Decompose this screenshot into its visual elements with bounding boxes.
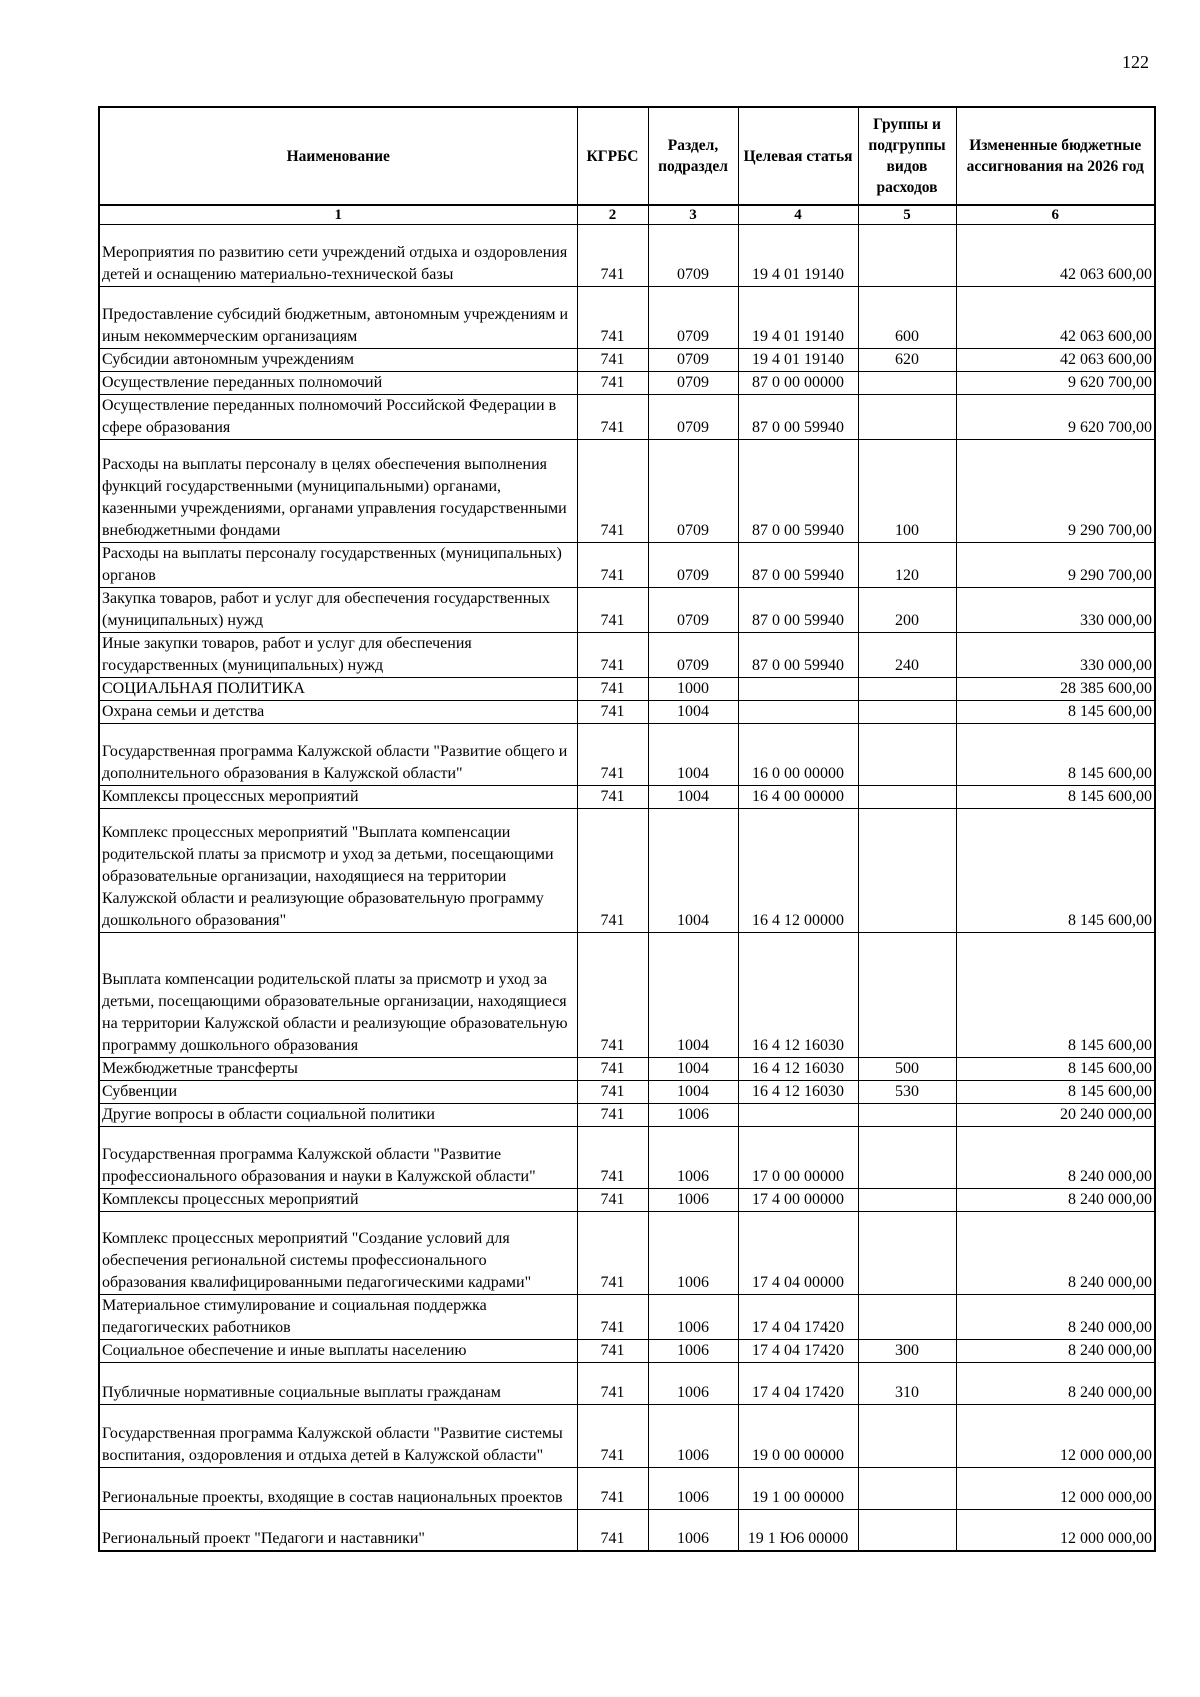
- row-group: [858, 1212, 956, 1295]
- table-row: [99, 1468, 1155, 1510]
- row-target: 19 4 01 19140: [738, 349, 858, 372]
- table-row: [99, 440, 1155, 543]
- row-kgrbs: 741: [577, 1081, 648, 1104]
- row-group: 530: [858, 1081, 956, 1104]
- row-name: Региональные проекты, входящие в состав национальных проектов: [99, 1468, 577, 1510]
- row-target: [738, 1104, 858, 1127]
- row-group: [858, 372, 956, 395]
- row-section: 1006: [648, 1405, 738, 1468]
- row-amount: 12 000 000,00: [956, 1468, 1155, 1510]
- table-row: [99, 1340, 1155, 1363]
- row-section: 1006: [648, 1189, 738, 1212]
- row-target: 17 4 04 17420: [738, 1295, 858, 1340]
- row-name: Другие вопросы в области социальной политики: [99, 1104, 577, 1127]
- row-target: 19 1 Ю6 00000: [738, 1510, 858, 1551]
- row-section: 1004: [648, 1081, 738, 1104]
- row-group: [858, 225, 956, 287]
- table-row: [99, 633, 1155, 678]
- row-kgrbs: 741: [577, 1189, 648, 1212]
- table-row: [99, 395, 1155, 440]
- row-kgrbs: 741: [577, 372, 648, 395]
- row-name: Иные закупки товаров, работ и услуг для обеспечения государственных (муниципальных) нужд: [99, 633, 577, 678]
- row-section: 1006: [648, 1468, 738, 1510]
- row-kgrbs: 741: [577, 1212, 648, 1295]
- row-group: 600: [858, 287, 956, 349]
- row-name: Комплекс процессных мероприятий "Создание условий для обеспечения региональной системы профессионального образования квалифицированными педагогическими кадрами": [99, 1212, 577, 1295]
- row-target: 17 4 04 17420: [738, 1340, 858, 1363]
- row-amount: 9 290 700,00: [956, 543, 1155, 588]
- page-number: 122: [1122, 52, 1149, 72]
- column-number-row: [99, 205, 1155, 225]
- row-amount: 42 063 600,00: [956, 225, 1155, 287]
- table-row: [99, 1212, 1155, 1295]
- table-row: [99, 1189, 1155, 1212]
- row-group: [858, 678, 956, 701]
- row-target: 87 0 00 59940: [738, 440, 858, 543]
- row-amount: 12 000 000,00: [956, 1510, 1155, 1551]
- row-kgrbs: 741: [577, 440, 648, 543]
- row-target: 16 0 00 00000: [738, 724, 858, 786]
- row-kgrbs: 741: [577, 1058, 648, 1081]
- row-section: 1006: [648, 1295, 738, 1340]
- table-row: [99, 1510, 1155, 1551]
- row-target: 16 4 12 16030: [738, 1081, 858, 1104]
- row-group: [858, 724, 956, 786]
- row-name: СОЦИАЛЬНАЯ ПОЛИТИКА: [99, 678, 577, 701]
- row-kgrbs: 741: [577, 633, 648, 678]
- row-section: 0709: [648, 440, 738, 543]
- row-name: Межбюджетные трансферты: [99, 1058, 577, 1081]
- column-number: 6: [956, 205, 1155, 225]
- row-section: 0709: [648, 543, 738, 588]
- row-target: 19 0 00 00000: [738, 1405, 858, 1468]
- row-group: 200: [858, 588, 956, 633]
- row-kgrbs: 741: [577, 349, 648, 372]
- row-name: Расходы на выплаты персоналу в целях обеспечения выполнения функций государственными (муниципальными) органами, казенными учреждениями, органами управления государственными внебюджетными фондами: [99, 440, 577, 543]
- row-amount: 8 145 600,00: [956, 1058, 1155, 1081]
- row-group: 120: [858, 543, 956, 588]
- row-kgrbs: 741: [577, 287, 648, 349]
- column-number: 3: [648, 205, 738, 225]
- column-number: 4: [738, 205, 858, 225]
- table-row: [99, 1405, 1155, 1468]
- row-name: Материальное стимулирование и социальная поддержка педагогических работников: [99, 1295, 577, 1340]
- row-name: Государственная программа Калужской области "Развитие профессионального образования и науки в Калужской области": [99, 1127, 577, 1189]
- row-group: 300: [858, 1340, 956, 1363]
- table-row: [99, 543, 1155, 588]
- header-row: [99, 107, 1155, 205]
- row-section: 1004: [648, 1058, 738, 1081]
- table-row: [99, 1295, 1155, 1340]
- row-target: 19 4 01 19140: [738, 287, 858, 349]
- row-name: Комплекс процессных мероприятий "Выплата компенсации родительской платы за присмотр и уход за детьми, посещающими образовательные организации, находящиеся на территории Калужской области и реализующие образовательную программу дошкольного образования": [99, 809, 577, 933]
- row-group: [858, 1295, 956, 1340]
- row-amount: 8 240 000,00: [956, 1295, 1155, 1340]
- row-group: [858, 786, 956, 809]
- row-kgrbs: 741: [577, 724, 648, 786]
- row-group: [858, 1510, 956, 1551]
- row-name: Предоставление субсидий бюджетным, автономным учреждениям и иным некоммерческим организациям: [99, 287, 577, 349]
- row-group: [858, 701, 956, 724]
- row-group: [858, 395, 956, 440]
- row-name: Закупка товаров, работ и услуг для обеспечения государственных (муниципальных) нужд: [99, 588, 577, 633]
- row-target: 16 4 12 16030: [738, 1058, 858, 1081]
- header-amount: Измененные бюджетные ассигнования на 2026 год: [956, 107, 1155, 205]
- row-amount: 8 240 000,00: [956, 1340, 1155, 1363]
- row-amount: 330 000,00: [956, 633, 1155, 678]
- row-kgrbs: 741: [577, 225, 648, 287]
- header-name: Наименование: [99, 107, 577, 205]
- row-amount: 8 240 000,00: [956, 1189, 1155, 1212]
- table-row: [99, 786, 1155, 809]
- row-target: 87 0 00 59940: [738, 395, 858, 440]
- row-amount: 8 240 000,00: [956, 1212, 1155, 1295]
- row-amount: 8 145 600,00: [956, 786, 1155, 809]
- table-row: [99, 349, 1155, 372]
- row-name: Комплексы процессных мероприятий: [99, 786, 577, 809]
- row-name: Государственная программа Калужской области "Развитие системы воспитания, оздоровления и отдыха детей в Калужской области": [99, 1405, 577, 1468]
- table-row: [99, 678, 1155, 701]
- row-amount: 9 620 700,00: [956, 372, 1155, 395]
- row-kgrbs: 741: [577, 1104, 648, 1127]
- row-name: Региональный проект "Педагоги и наставники": [99, 1510, 577, 1551]
- row-name: Социальное обеспечение и иные выплаты населению: [99, 1340, 577, 1363]
- row-amount: 42 063 600,00: [956, 349, 1155, 372]
- row-section: 1004: [648, 933, 738, 1058]
- row-name: Публичные нормативные социальные выплаты гражданам: [99, 1363, 577, 1405]
- row-name: Комплексы процессных мероприятий: [99, 1189, 577, 1212]
- table-row: [99, 1104, 1155, 1127]
- row-section: 0709: [648, 287, 738, 349]
- row-group: [858, 1189, 956, 1212]
- row-target: 19 1 00 00000: [738, 1468, 858, 1510]
- row-name: Расходы на выплаты персоналу государственных (муниципальных) органов: [99, 543, 577, 588]
- row-group: [858, 1127, 956, 1189]
- row-target: 19 4 01 19140: [738, 225, 858, 287]
- row-group: [858, 933, 956, 1058]
- row-amount: 42 063 600,00: [956, 287, 1155, 349]
- row-name: Государственная программа Калужской области "Развитие общего и дополнительного образования в Калужской области": [99, 724, 577, 786]
- row-amount: 330 000,00: [956, 588, 1155, 633]
- row-name: Осуществление переданных полномочий Российской Федерации в сфере образования: [99, 395, 577, 440]
- row-section: 0709: [648, 395, 738, 440]
- row-section: 0709: [648, 633, 738, 678]
- header-section: Раздел, подраздел: [648, 107, 738, 205]
- row-section: 1006: [648, 1363, 738, 1405]
- row-section: 1004: [648, 701, 738, 724]
- row-group: [858, 1104, 956, 1127]
- row-name: Охрана семьи и детства: [99, 701, 577, 724]
- table-row: [99, 225, 1155, 287]
- row-amount: 20 240 000,00: [956, 1104, 1155, 1127]
- row-amount: 8 145 600,00: [956, 809, 1155, 933]
- row-kgrbs: 741: [577, 933, 648, 1058]
- row-group: 240: [858, 633, 956, 678]
- row-section: 1006: [648, 1127, 738, 1189]
- row-kgrbs: 741: [577, 678, 648, 701]
- row-target: 17 4 00 00000: [738, 1189, 858, 1212]
- row-target: [738, 701, 858, 724]
- row-amount: 9 620 700,00: [956, 395, 1155, 440]
- row-name: Мероприятия по развитию сети учреждений отдыха и оздоровления детей и оснащению материально-технической базы: [99, 225, 577, 287]
- row-section: 1006: [648, 1340, 738, 1363]
- table-row: [99, 933, 1155, 1058]
- row-amount: 9 290 700,00: [956, 440, 1155, 543]
- row-section: 0709: [648, 372, 738, 395]
- row-target: 17 4 04 00000: [738, 1212, 858, 1295]
- row-kgrbs: 741: [577, 588, 648, 633]
- row-section: 1004: [648, 786, 738, 809]
- row-section: 1004: [648, 724, 738, 786]
- row-kgrbs: 741: [577, 543, 648, 588]
- table-row: [99, 588, 1155, 633]
- table-row: [99, 809, 1155, 933]
- row-kgrbs: 741: [577, 786, 648, 809]
- table-row: [99, 701, 1155, 724]
- row-target: 17 0 00 00000: [738, 1127, 858, 1189]
- row-kgrbs: 741: [577, 1510, 648, 1551]
- row-amount: 8 145 600,00: [956, 933, 1155, 1058]
- row-target: 87 0 00 59940: [738, 588, 858, 633]
- row-amount: 28 385 600,00: [956, 678, 1155, 701]
- table-row: [99, 1058, 1155, 1081]
- row-amount: 8 145 600,00: [956, 1081, 1155, 1104]
- row-amount: 8 240 000,00: [956, 1127, 1155, 1189]
- row-amount: 8 240 000,00: [956, 1363, 1155, 1405]
- column-number: 1: [99, 205, 577, 225]
- row-group: 100: [858, 440, 956, 543]
- row-section: 1004: [648, 809, 738, 933]
- row-group: [858, 809, 956, 933]
- row-kgrbs: 741: [577, 1468, 648, 1510]
- row-name: Субсидии автономным учреждениям: [99, 349, 577, 372]
- budget-table: [98, 106, 1156, 1552]
- row-section: 0709: [648, 349, 738, 372]
- row-group: [858, 1405, 956, 1468]
- header-target: Целевая статья: [738, 107, 858, 205]
- row-kgrbs: 741: [577, 1127, 648, 1189]
- table-body: [99, 225, 1155, 1551]
- row-amount: 8 145 600,00: [956, 724, 1155, 786]
- table-row: [99, 1081, 1155, 1104]
- row-group: [858, 1468, 956, 1510]
- row-kgrbs: 741: [577, 701, 648, 724]
- table-row: [99, 1363, 1155, 1405]
- row-target: [738, 678, 858, 701]
- row-amount: 8 145 600,00: [956, 701, 1155, 724]
- table-row: [99, 1127, 1155, 1189]
- header-kgrbs: КГРБС: [577, 107, 648, 205]
- row-target: 87 0 00 59940: [738, 543, 858, 588]
- row-name: Осуществление переданных полномочий: [99, 372, 577, 395]
- row-section: 0709: [648, 588, 738, 633]
- row-kgrbs: 741: [577, 395, 648, 440]
- table-row: [99, 287, 1155, 349]
- row-target: 87 0 00 59940: [738, 633, 858, 678]
- row-kgrbs: 741: [577, 1340, 648, 1363]
- row-kgrbs: 741: [577, 1405, 648, 1468]
- row-kgrbs: 741: [577, 1295, 648, 1340]
- row-target: 87 0 00 00000: [738, 372, 858, 395]
- column-number: 5: [858, 205, 956, 225]
- table-row: [99, 724, 1155, 786]
- row-section: 1006: [648, 1212, 738, 1295]
- row-target: 16 4 00 00000: [738, 786, 858, 809]
- row-kgrbs: 741: [577, 809, 648, 933]
- row-name: Выплата компенсации родительской платы за присмотр и уход за детьми, посещающими образовательные организации, находящиеся на территории Калужской области и реализующие образовательную программу дошкольного образования: [99, 933, 577, 1058]
- row-section: 1000: [648, 678, 738, 701]
- row-group: 620: [858, 349, 956, 372]
- row-amount: 12 000 000,00: [956, 1405, 1155, 1468]
- row-section: 1006: [648, 1510, 738, 1551]
- row-target: 17 4 04 17420: [738, 1363, 858, 1405]
- header-groups: Группы и подгруппы видов расходов: [858, 107, 956, 205]
- row-group: 310: [858, 1363, 956, 1405]
- table-row: [99, 372, 1155, 395]
- row-target: 16 4 12 00000: [738, 809, 858, 933]
- column-number: 2: [577, 205, 648, 225]
- row-section: 1006: [648, 1104, 738, 1127]
- row-group: 500: [858, 1058, 956, 1081]
- row-kgrbs: 741: [577, 1363, 648, 1405]
- row-section: 0709: [648, 225, 738, 287]
- row-target: 16 4 12 16030: [738, 933, 858, 1058]
- row-name: Субвенции: [99, 1081, 577, 1104]
